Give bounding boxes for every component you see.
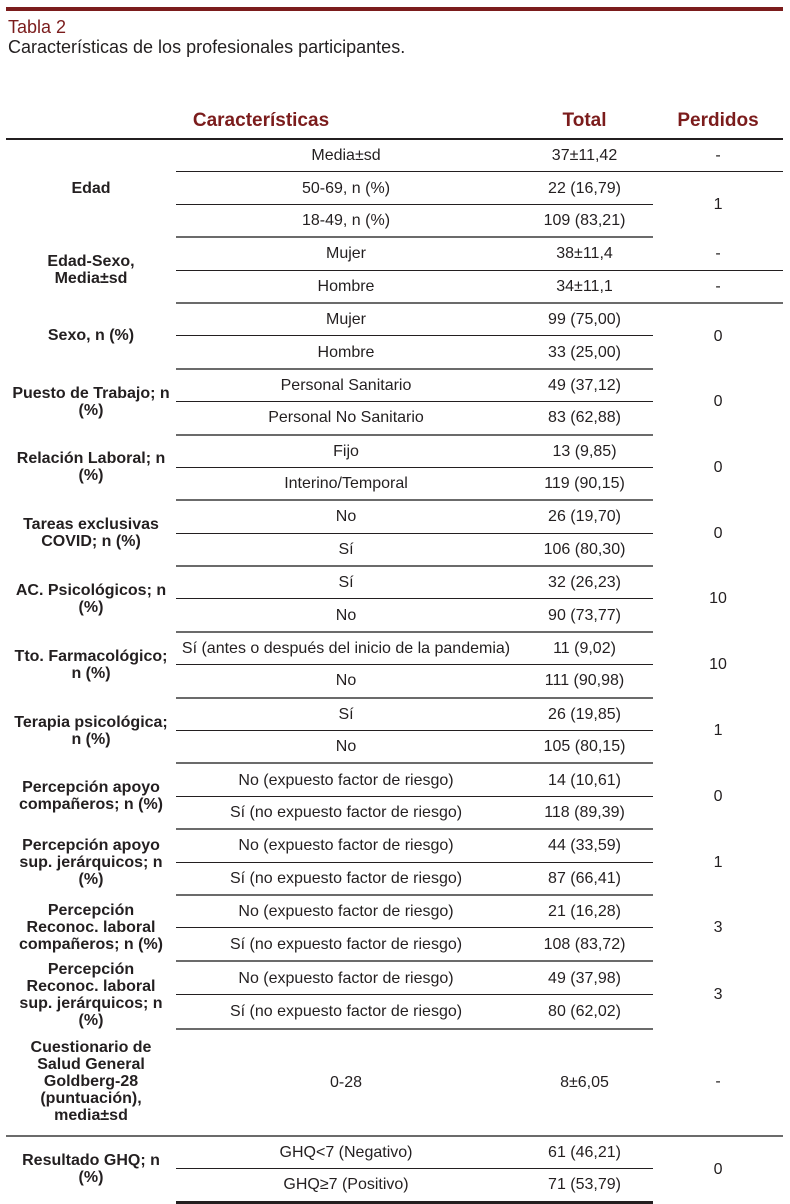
category-cell: Mujer — [176, 237, 516, 270]
table-caption — [8, 17, 783, 57]
group-label: Edad — [71, 180, 111, 198]
total-cell: 109 (83,21) — [516, 204, 653, 237]
header-total: Total — [562, 110, 607, 131]
header-row — [6, 104, 783, 139]
category-cell: No (expuesto factor de riesgo) — [176, 961, 516, 995]
missing-cell: 0 — [713, 393, 723, 411]
category-cell: No (expuesto factor de riesgo) — [176, 829, 516, 862]
group-label: Percepción Reconoc. laboral compañeros; n (%) — [18, 902, 163, 954]
table-label: Tabla 2 — [8, 17, 67, 37]
missing-cell: 1 — [713, 196, 723, 214]
category-cell: Hombre — [176, 270, 516, 303]
category-cell: 0-28 — [176, 1029, 516, 1136]
characteristics-table — [6, 104, 783, 1204]
missing-cell: 1 — [713, 853, 723, 871]
table-row — [6, 237, 783, 270]
header-characteristics: Características — [192, 110, 330, 131]
category-cell: 50-69, n (%) — [176, 172, 516, 204]
missing-cell: - — [653, 270, 783, 303]
total-cell: 21 (16,28) — [516, 895, 653, 928]
total-cell: 119 (90,15) — [516, 467, 653, 500]
group-label: Puesto de Trabajo; n (%) — [12, 384, 170, 419]
table-row — [6, 829, 783, 862]
table-row — [6, 500, 783, 533]
category-cell: Sí (no expuesto factor de riesgo) — [176, 995, 516, 1029]
total-cell: 37±11,42 — [516, 139, 653, 172]
missing-cell: 0 — [713, 1160, 723, 1178]
missing-cell: 0 — [713, 327, 723, 345]
group-label: Tareas exclusivas COVID; n (%) — [23, 516, 159, 551]
total-cell: 106 (80,30) — [516, 533, 653, 566]
table-row — [6, 1136, 783, 1169]
missing-cell: 1 — [713, 722, 723, 740]
missing-cell: 10 — [709, 590, 727, 608]
category-cell: GHQ≥7 (Positivo) — [176, 1169, 516, 1202]
total-cell: 49 (37,98) — [516, 961, 653, 995]
total-cell: 61 (46,21) — [516, 1136, 653, 1169]
table-row — [6, 763, 783, 796]
group-label: Percepción Reconoc. laboral sup. jerárquicos; n (%) — [19, 960, 163, 1029]
table-row — [6, 961, 783, 995]
total-cell: 38±11,4 — [516, 237, 653, 270]
category-cell: Sí — [176, 698, 516, 731]
category-cell: GHQ<7 (Negativo) — [176, 1136, 516, 1169]
missing-cell: - — [653, 1029, 783, 1136]
group-label: Tto. Farmacológico; n (%) — [14, 647, 168, 682]
total-cell: 80 (62,02) — [516, 995, 653, 1029]
total-cell: 44 (33,59) — [516, 829, 653, 862]
category-cell: Sí — [176, 566, 516, 599]
category-cell: Sí — [176, 533, 516, 566]
category-cell: Interino/Temporal — [176, 467, 516, 500]
missing-cell: 0 — [713, 524, 723, 542]
table-row — [6, 303, 783, 336]
total-cell: 22 (16,79) — [516, 172, 653, 204]
group-label: Terapia psicológica; n (%) — [14, 713, 168, 748]
group-label: AC. Psicológicos; n (%) — [15, 581, 167, 616]
total-cell: 26 (19,70) — [516, 500, 653, 533]
group-label: Sexo, n (%) — [47, 327, 135, 345]
category-cell: No — [176, 731, 516, 764]
table-row — [6, 1029, 783, 1136]
missing-cell: - — [653, 237, 783, 270]
category-cell: Sí (no expuesto factor de riesgo) — [176, 796, 516, 829]
group-label: Resultado GHQ; n (%) — [22, 1152, 160, 1187]
total-cell: 33 (25,00) — [516, 336, 653, 369]
missing-cell: 3 — [713, 986, 723, 1004]
group-label: Percepción apoyo compañeros; n (%) — [18, 779, 163, 814]
category-cell: Personal Sanitario — [176, 369, 516, 402]
total-cell: 49 (37,12) — [516, 369, 653, 402]
missing-cell: 0 — [713, 787, 723, 805]
table-row — [6, 895, 783, 928]
category-cell: No (expuesto factor de riesgo) — [176, 763, 516, 796]
missing-cell: 3 — [713, 919, 723, 937]
category-cell: Sí (no expuesto factor de riesgo) — [176, 862, 516, 895]
table-row — [6, 369, 783, 402]
category-cell: Sí (no expuesto factor de riesgo) — [176, 928, 516, 961]
total-cell: 13 (9,85) — [516, 435, 653, 468]
category-cell: Fijo — [176, 435, 516, 468]
top-rule — [6, 7, 783, 11]
total-cell: 99 (75,00) — [516, 303, 653, 336]
total-cell: 26 (19,85) — [516, 698, 653, 731]
group-label: Edad-Sexo, Media±sd — [47, 253, 135, 288]
category-cell: No — [176, 500, 516, 533]
table-row — [6, 632, 783, 665]
category-cell: Hombre — [176, 336, 516, 369]
total-cell: 111 (90,98) — [516, 665, 653, 698]
category-cell: No — [176, 665, 516, 698]
missing-cell: 0 — [713, 458, 723, 476]
missing-cell: 10 — [709, 656, 727, 674]
table-row — [6, 139, 783, 172]
table-title: Características de los profesionales participantes. — [8, 37, 406, 57]
category-cell: Sí (antes o después del inicio de la pandemia) — [176, 632, 516, 665]
total-cell: 87 (66,41) — [516, 862, 653, 895]
total-cell: 105 (80,15) — [516, 731, 653, 764]
category-cell: No (expuesto factor de riesgo) — [176, 895, 516, 928]
category-cell: No — [176, 599, 516, 632]
total-cell: 8±6,05 — [516, 1029, 653, 1136]
category-cell: 18-49, n (%) — [176, 204, 516, 237]
group-label: Relación Laboral; n (%) — [16, 450, 166, 485]
group-label: Percepción apoyo sup. jerárquicos; n (%) — [19, 836, 163, 888]
total-cell: 90 (73,77) — [516, 599, 653, 632]
table-row — [6, 698, 783, 731]
table-row — [6, 435, 783, 468]
total-cell: 71 (53,79) — [516, 1169, 653, 1202]
total-cell: 11 (9,02) — [516, 632, 653, 665]
table-body — [6, 139, 783, 1202]
total-cell: 14 (10,61) — [516, 763, 653, 796]
total-cell: 108 (83,72) — [516, 928, 653, 961]
table-row — [6, 566, 783, 599]
header-missing: Perdidos — [677, 110, 759, 131]
total-cell: 118 (89,39) — [516, 796, 653, 829]
total-cell: 34±11,1 — [516, 270, 653, 303]
category-cell: Media±sd — [176, 139, 516, 172]
missing-cell: - — [653, 139, 783, 172]
category-cell: Mujer — [176, 303, 516, 336]
total-cell: 83 (62,88) — [516, 402, 653, 435]
category-cell: Personal No Sanitario — [176, 402, 516, 435]
group-label: Cuestionario de Salud General Goldberg-28 (puntuación), media±sd — [6, 1029, 176, 1136]
total-cell: 32 (26,23) — [516, 566, 653, 599]
